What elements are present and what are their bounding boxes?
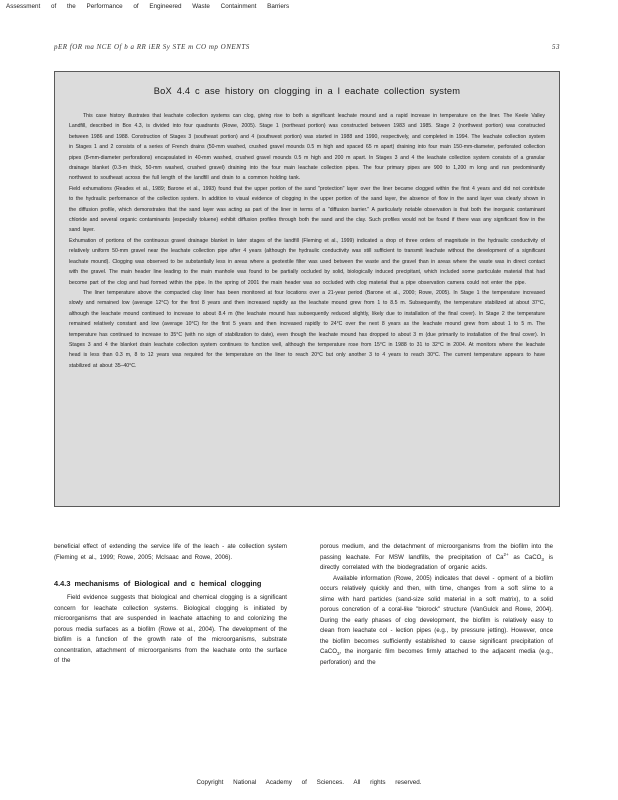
case-history-box	[54, 71, 560, 507]
text-run: is directly correlated with the biodegradation of organic acids.	[320, 553, 553, 572]
box-paragraph: Exhumation of portions of the continuous gravel drainage blanket in later stages of the landfill (Fleming et al., 1999) indicated a drop of three orders of magnitude in the hydraulic conductivity of relatively uniform 50-mm gravel near the leachate collection pipe after 4 years (although the hydraulic conductivity was still sufficient to transmit leachate without the development of a significant leachate mound). Clogging was observed to be substantially less in areas where a geotextile filter was used between the waste and the gravel than in areas where the waste was in direct contact with the gravel. The main header line leading to the main manhole was found to be partially occluded by solid, biologically induced precipitant, which included some particulate material that had become part of the clog and had formed within the pipe. In the spring of 2001 the main header was so occluded with clog material that a pipe observation camera could not enter the pipe.	[69, 237, 545, 286]
text-run: Available information (Rowe, 2005) indicates that devel - opment of a biofilm occurs relatively quickly and then, with time, changes from a soft slime to a slime with hard particles (sand-size solid material in a soft matrix), to a solid porous concretion of a coral-like "biorock" structure (VanGulck and Rowe, 2004). During the early phases of clog development, the biofilm is relatively easy to clean from leachate col - lection pipes (e.g., by pressure jetting). However, once the biofilm becomes sufficiently established to cause significant precipitation of CaCO	[320, 574, 553, 656]
box-paragraph: This case history illustrates that leachate collection systems can clog, giving rise to both a significant leachate mound and a rapid increase in temperature on the liner. The Keele Valley Landfill, described in Box 4.3, is divided into four quadrants (Rowe, 2005). Stage 1 (northeast portion) was constructed between 1983 and 1985. Stage 2 (northwest portion) was constructed between 1986 and 1988. Construction of Stages 3 (southeast portion) and 4 (southwest portion) was started in 1988 and 1990, respectively, and completed in 1994. The leachate collection system in Stages 1 and 2 consists of a series of French drains (50-mm washed, crushed gravel mounds 0.5 m high and spaced 65 m apart) draining into four main 150-mm-diameter, perforated collection pipes (8-mm-diameter perforations) encapsulated in 40-mm washed, crushed gravel mounds 0.5 m high and 200 m apart. In Stages 3 and 4 the leachate collection system consists of a granular drainage blanket (0.3-m thick, 50-mm washed, crushed gravel) draining into the four main leachate collection pipes. The four primary pipes are 900 to 1,200 m long and run predominantly northwest to southeast across the full length of the landfill and drain to a common holding tank.	[69, 113, 545, 182]
chapter-running-title: pER fOR ma NCE Of b a RR iER Sy STE m CO mp ONENTS	[54, 43, 250, 51]
body-paragraph	[320, 574, 553, 669]
box-paragraph: The liner temperature above the compacted clay liner has been monitored at four locations over a 21-year period (Barone et al., 2000; Rowe, 2005). In Stage 1 the temperature increased slowly and remained low (average 12°C) for the first 8 years and then increased rapidly as the leachate mound grew from 1 to 8.5 m. Subsequently, the temperature stabilized at about 37°C, although the leachate mound continued to increase to about 8.4 m (the leachate mound has subsequently reduced slightly, likely due to installation of the final cover). In Stage 2 the temperature remained relatively constant and low (average 10°C) for the first 5 years and then increased rapidly to 24°C over the next 8 years as the leachate mound grew from about 1 to 5 m. The temperature has continued to increase to 35°C (with no sign of stabilization to date), even though the leachate mound has dropped to about 3 m (due primarily to installation of the final cover). In Stages 3 and 4 the blanket drain leachate collection system continues to function well, although the temperature rose from 15°C in 1988 to 31 to 32°C in 2004. At monitors where the leachate head is less than 0.3 m, 8 to 12 years was required for the temperature on the liner to reach 20°C but only another 3 to 4 years to reach 30°C. The current temperature appears to have stabilized at about 35–40°C.	[69, 289, 545, 369]
body-paragraph: beneficial effect of extending the service life of the leach - ate collection system (Fleming et al., 1999; Rowe, 2005; McIsaac and Rowe, 2006).	[54, 543, 287, 561]
box-title: BoX 4.4 c ase history on clogging in a l eachate collection system	[153, 86, 461, 96]
body-paragraph	[320, 542, 553, 574]
subscript: 3	[541, 556, 544, 562]
superscript: 2+	[503, 551, 509, 557]
text-run: , the inorganic film becomes firmly attached to the adjacent media (e.g., perforation) and the	[320, 648, 553, 667]
running-head	[54, 43, 560, 51]
right-column	[320, 542, 553, 669]
box-paragraph: Field exhumations (Reades et al., 1989; Barone et al., 1993) found that the upper portion of the sand "protection" layer over the liner became clogged within the first 4 years and did not contribute to the hydraulic performance of the collection system. In addition to visual evidence of clogging in the upper portion of the sand layer, the absence of flow in the sand layer was clearly shown in the diffusion profile, which demonstrates that the sand layer was acting as part of the liner in terms of a "diffusion barrier." A particularly notable observation is that both the inorganic contaminant chloride and several organic contaminants (especially toluene) exhibit diffusion profiles through both the sand and the clay. Such profiles would not be found if there was any significant flow in the sand layer.	[69, 185, 545, 234]
copyright-footer: Copyright National Academy of Sciences. All rights reserved.	[196, 779, 422, 786]
book-title-bar: Assessment of the Performance of Engineered Waste Containment Barriers	[6, 3, 290, 10]
text-run: as CaCO	[508, 553, 542, 561]
text-run: porous medium, and the detachment of microorganisms from the biofilm into the passing leachate. For MSW landfills, the precipitation of Ca	[320, 543, 553, 561]
body-paragraph: Field evidence suggests that biological and chemical clogging is a significant concern for leachate collection systems. Biological clogging is initiated by microorganisms that are suspended in leachate attaching to and colonizing the porous media surfaces as a biofilm (Rowe et al., 2004). The development of the biofilm is a function of the growth rate of the microorganisms, substrate concentration, attachment of microorganisms from the leachate onto the surface of the	[54, 594, 287, 665]
left-column	[54, 542, 287, 667]
subscript: 3	[336, 651, 340, 657]
page-number: 53	[552, 43, 560, 51]
section-heading: 4.4.3 mechanisms of Biological and c hemical clogging	[54, 579, 262, 589]
